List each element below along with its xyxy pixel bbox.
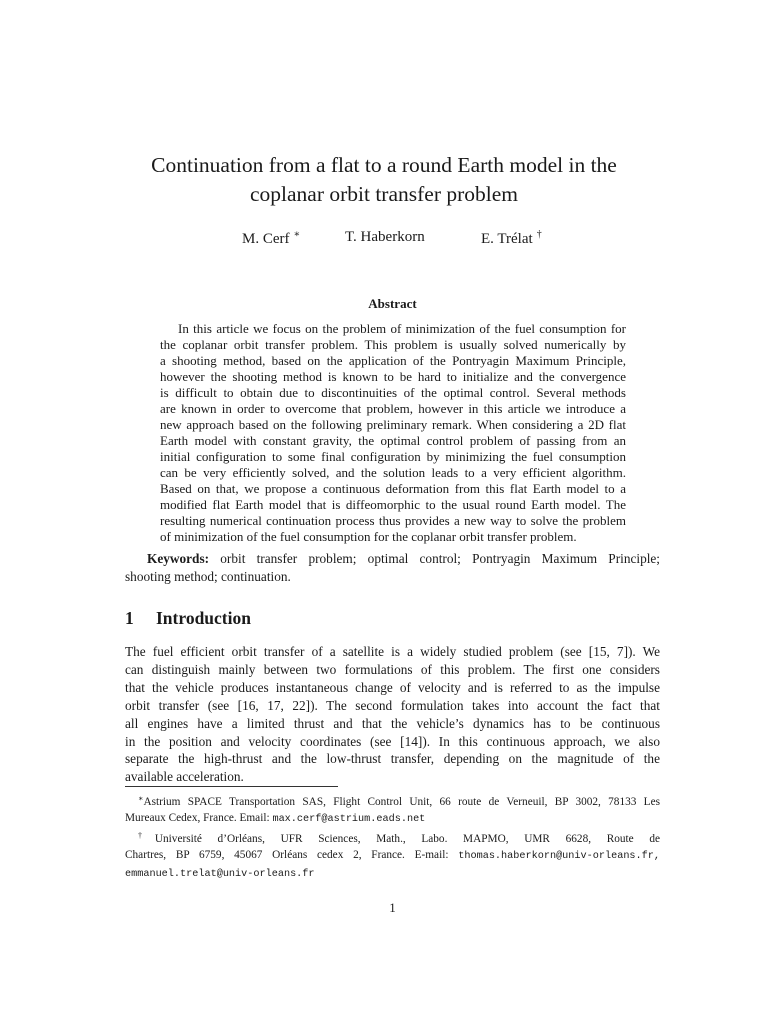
abstract-line: of minimization of the fuel consumption for the coplanar orbit transfer problem. xyxy=(160,529,577,544)
body-line: all engines have a limited thrust and that the vehicle’s dynamics has to be continuous xyxy=(125,715,660,731)
keywords-line-1 xyxy=(125,550,660,568)
author-2 xyxy=(345,229,425,246)
abstract-line: initial configuration to some final configuration by minimizing the fuel consumption xyxy=(160,449,626,464)
body-line: in the position and velocity coordinates (see [14]). In this continuous approach, we also xyxy=(125,733,660,749)
footnote-1-email[interactable]: max.cerf@astrium.eads.net xyxy=(272,814,426,825)
author-1-mark: ∗ xyxy=(293,229,301,240)
abstract-line: is difficult to obtain due to discontinuities of the optimal control. Several methods xyxy=(160,385,626,400)
abstract-line: Earth model with constant gravity, the optimal control problem of passing from an xyxy=(160,433,626,448)
title-line-1: Continuation from a flat to a round Earth model in the xyxy=(151,153,617,177)
author-3 xyxy=(481,229,542,248)
abstract-line: resulting numerical continuation process thus provides a new way to solve the problem xyxy=(160,513,626,528)
section-title: Introduction xyxy=(156,608,251,628)
section-heading-introduction xyxy=(125,608,251,629)
footnote-rule xyxy=(125,786,338,787)
footnote-1-line-1 xyxy=(125,791,660,810)
footnote-2-mark: † xyxy=(138,831,155,840)
author-1 xyxy=(242,229,300,248)
keywords-label: Keywords: xyxy=(147,551,210,566)
abstract-line: In this article we focus on the problem of minimization of the fuel consumption for xyxy=(178,321,626,336)
footnote-1-mark: ∗ xyxy=(138,794,144,803)
footnote-1-line-2 xyxy=(125,810,660,828)
abstract-line: modified flat Earth model that is diffeomorphic to the usual round Earth model. The xyxy=(160,497,626,512)
footnotes xyxy=(125,791,660,883)
footnote-1-text: Astrium SPACE Transportation SAS, Flight Control Unit, 66 route de Verneuil, BP 3002, 78133 Les xyxy=(143,796,660,808)
footnote-2-email-2[interactable]: emmanuel.trelat@univ-orleans.fr xyxy=(125,869,315,880)
keywords-line-2: shooting method; continuation. xyxy=(125,569,291,584)
body-line: orbit transfer (see [16, 17, 22]). The second formulation takes into account the fact that xyxy=(125,697,660,713)
keywords-text-1: orbit transfer problem; optimal control; Pontryagin Maximum Principle; xyxy=(220,551,661,566)
footnote-2-text: Université d’Orléans, UFR Sciences, Math., Labo. MAPMO, UMR 6628, Route de xyxy=(154,833,661,845)
page-number: 1 xyxy=(389,900,396,915)
body-line: can distinguish mainly between two formulations of this problem. The first one considers xyxy=(125,661,660,677)
paper-title xyxy=(0,151,768,209)
footnote-2-line-1 xyxy=(125,828,660,847)
author-2-name: T. Haberkorn xyxy=(345,229,425,245)
title-line-2: coplanar orbit transfer problem xyxy=(249,182,519,206)
author-3-name: E. Trélat xyxy=(481,231,533,247)
keywords-block xyxy=(125,550,660,586)
abstract-heading: Abstract xyxy=(368,296,417,311)
abstract-line: however the shooting method is known to be hard to initialize and the convergence xyxy=(160,369,626,384)
footnote-2-email-1[interactable]: thomas.haberkorn@univ-orleans.fr, xyxy=(458,851,660,862)
body-line: that the vehicle produces instantaneous change of velocity and is referred to as the impulse xyxy=(125,679,660,695)
introduction-paragraph xyxy=(125,643,660,786)
abstract-line: the coplanar orbit transfer problem. This problem is usually solved numerically by xyxy=(160,337,626,352)
abstract-line: can be very efficiently solved, and the solution leads to a very efficient algorithm. xyxy=(160,465,626,480)
footnote-2-line-2 xyxy=(125,847,660,865)
footnote-2-line-3 xyxy=(125,865,660,883)
abstract-line: Based on that, we propose a continuous deformation from this flat Earth model to a xyxy=(160,481,626,496)
abstract-line: new approach based on the following preliminary remark. When considering a 2D flat xyxy=(160,417,626,432)
abstract-body xyxy=(160,321,626,545)
body-line: available acceleration. xyxy=(125,769,244,785)
body-line: The fuel efficient orbit transfer of a satellite is a widely studied problem (see [15, 7]). We xyxy=(125,644,660,659)
section-number: 1 xyxy=(125,608,134,628)
footnote-2-text-2: Chartres, BP 6759, 45067 Orléans cedex 2, France. E-mail: xyxy=(125,849,459,861)
abstract-line: are known in order to overcome that problem, however in this article we introduce a xyxy=(160,401,626,416)
author-3-mark: † xyxy=(536,229,542,240)
author-1-name: M. Cerf xyxy=(242,231,290,247)
abstract-line: a shooting method, based on the application of the Pontryagin Maximum Principle, xyxy=(160,353,626,368)
body-line: separate the high-thrust and the low-thrust transfer, depending on the magnitude of the xyxy=(125,751,660,767)
footnote-1-text-2: Mureaux Cedex, France. Email: xyxy=(125,812,273,824)
